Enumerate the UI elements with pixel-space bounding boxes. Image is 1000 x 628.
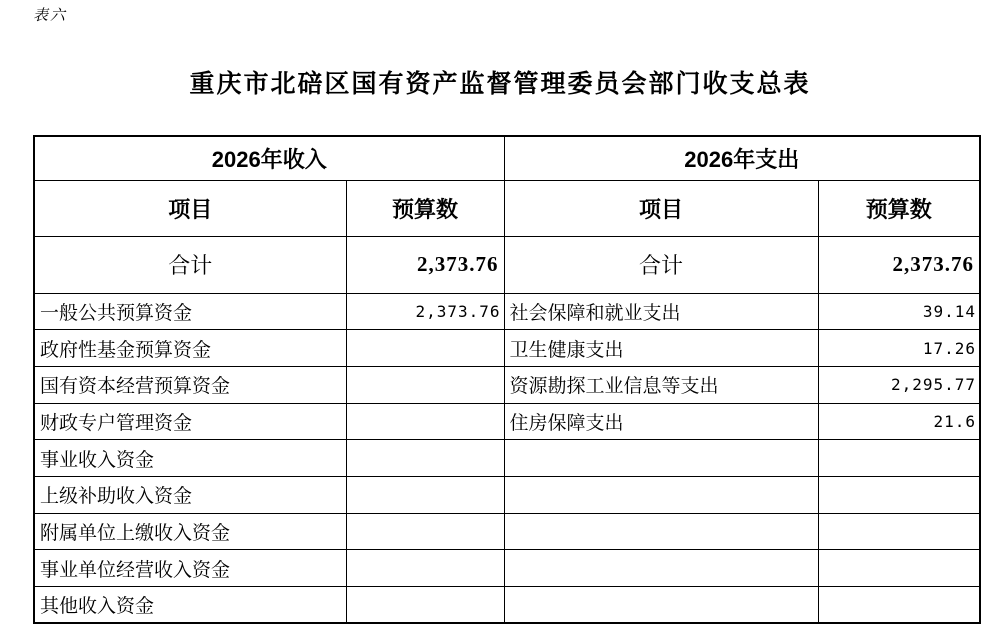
expenditure-value-cell: 39.14 — [818, 293, 980, 330]
expenditure-item-cell — [504, 476, 818, 513]
table-row — [34, 293, 980, 330]
expenditure-group-header: 2026年支出 — [504, 136, 980, 180]
expenditure-value-cell: 2,295.77 — [818, 366, 980, 403]
expenditure-item-column-header: 项目 — [504, 180, 818, 236]
expenditure-budget-column-header: 预算数 — [818, 180, 980, 236]
budget-summary-table — [33, 135, 981, 624]
revenue-budget-column-header: 预算数 — [346, 180, 504, 236]
revenue-value-cell — [346, 513, 504, 550]
revenue-value-cell — [346, 587, 504, 624]
table-row — [34, 513, 980, 550]
page-title: 重庆市北碚区国有资产监督管理委员会部门收支总表 — [189, 71, 811, 98]
table-row — [34, 440, 980, 477]
expenditure-item-cell: 住房保障支出 — [504, 403, 818, 440]
revenue-total-label: 合计 — [34, 236, 346, 293]
revenue-item-cell: 政府性基金预算资金 — [34, 330, 346, 367]
expenditure-value-cell — [818, 513, 980, 550]
revenue-value-cell — [346, 403, 504, 440]
revenue-item-cell: 财政专户管理资金 — [34, 403, 346, 440]
revenue-value-cell — [346, 476, 504, 513]
expenditure-value-cell: 17.26 — [818, 330, 980, 367]
revenue-item-cell: 事业单位经营收入资金 — [34, 550, 346, 587]
expenditure-value-cell: 21.6 — [818, 403, 980, 440]
revenue-item-cell: 上级补助收入资金 — [34, 476, 346, 513]
table-row — [34, 403, 980, 440]
revenue-value-cell: 2,373.76 — [346, 293, 504, 330]
revenue-group-header: 2026年收入 — [34, 136, 504, 180]
expenditure-total-label: 合计 — [504, 236, 818, 293]
expenditure-item-cell — [504, 513, 818, 550]
expenditure-item-cell — [504, 440, 818, 477]
expenditure-item-cell: 资源勘探工业信息等支出 — [504, 366, 818, 403]
group-header-row — [34, 136, 980, 180]
expenditure-item-cell — [504, 587, 818, 624]
revenue-value-cell — [346, 330, 504, 367]
revenue-item-cell: 附属单位上缴收入资金 — [34, 513, 346, 550]
table-tag: 表六 — [33, 8, 68, 24]
revenue-total-value: 2,373.76 — [346, 236, 504, 293]
expenditure-item-cell: 卫生健康支出 — [504, 330, 818, 367]
revenue-value-cell — [346, 550, 504, 587]
column-header-row — [34, 180, 980, 236]
table-row — [34, 330, 980, 367]
revenue-value-cell — [346, 440, 504, 477]
revenue-item-cell: 事业收入资金 — [34, 440, 346, 477]
total-row — [34, 236, 980, 293]
expenditure-value-cell — [818, 476, 980, 513]
expenditure-value-cell — [818, 440, 980, 477]
revenue-item-cell: 其他收入资金 — [34, 587, 346, 624]
expenditure-item-cell — [504, 550, 818, 587]
revenue-item-cell: 国有资本经营预算资金 — [34, 366, 346, 403]
expenditure-value-cell — [818, 550, 980, 587]
revenue-item-cell: 一般公共预算资金 — [34, 293, 346, 330]
expenditure-value-cell — [818, 587, 980, 624]
table-row — [34, 476, 980, 513]
table-row — [34, 366, 980, 403]
table-row — [34, 550, 980, 587]
expenditure-total-value: 2,373.76 — [818, 236, 980, 293]
table-row — [34, 587, 980, 624]
revenue-item-column-header: 项目 — [34, 180, 346, 236]
revenue-value-cell — [346, 366, 504, 403]
expenditure-item-cell: 社会保障和就业支出 — [504, 293, 818, 330]
